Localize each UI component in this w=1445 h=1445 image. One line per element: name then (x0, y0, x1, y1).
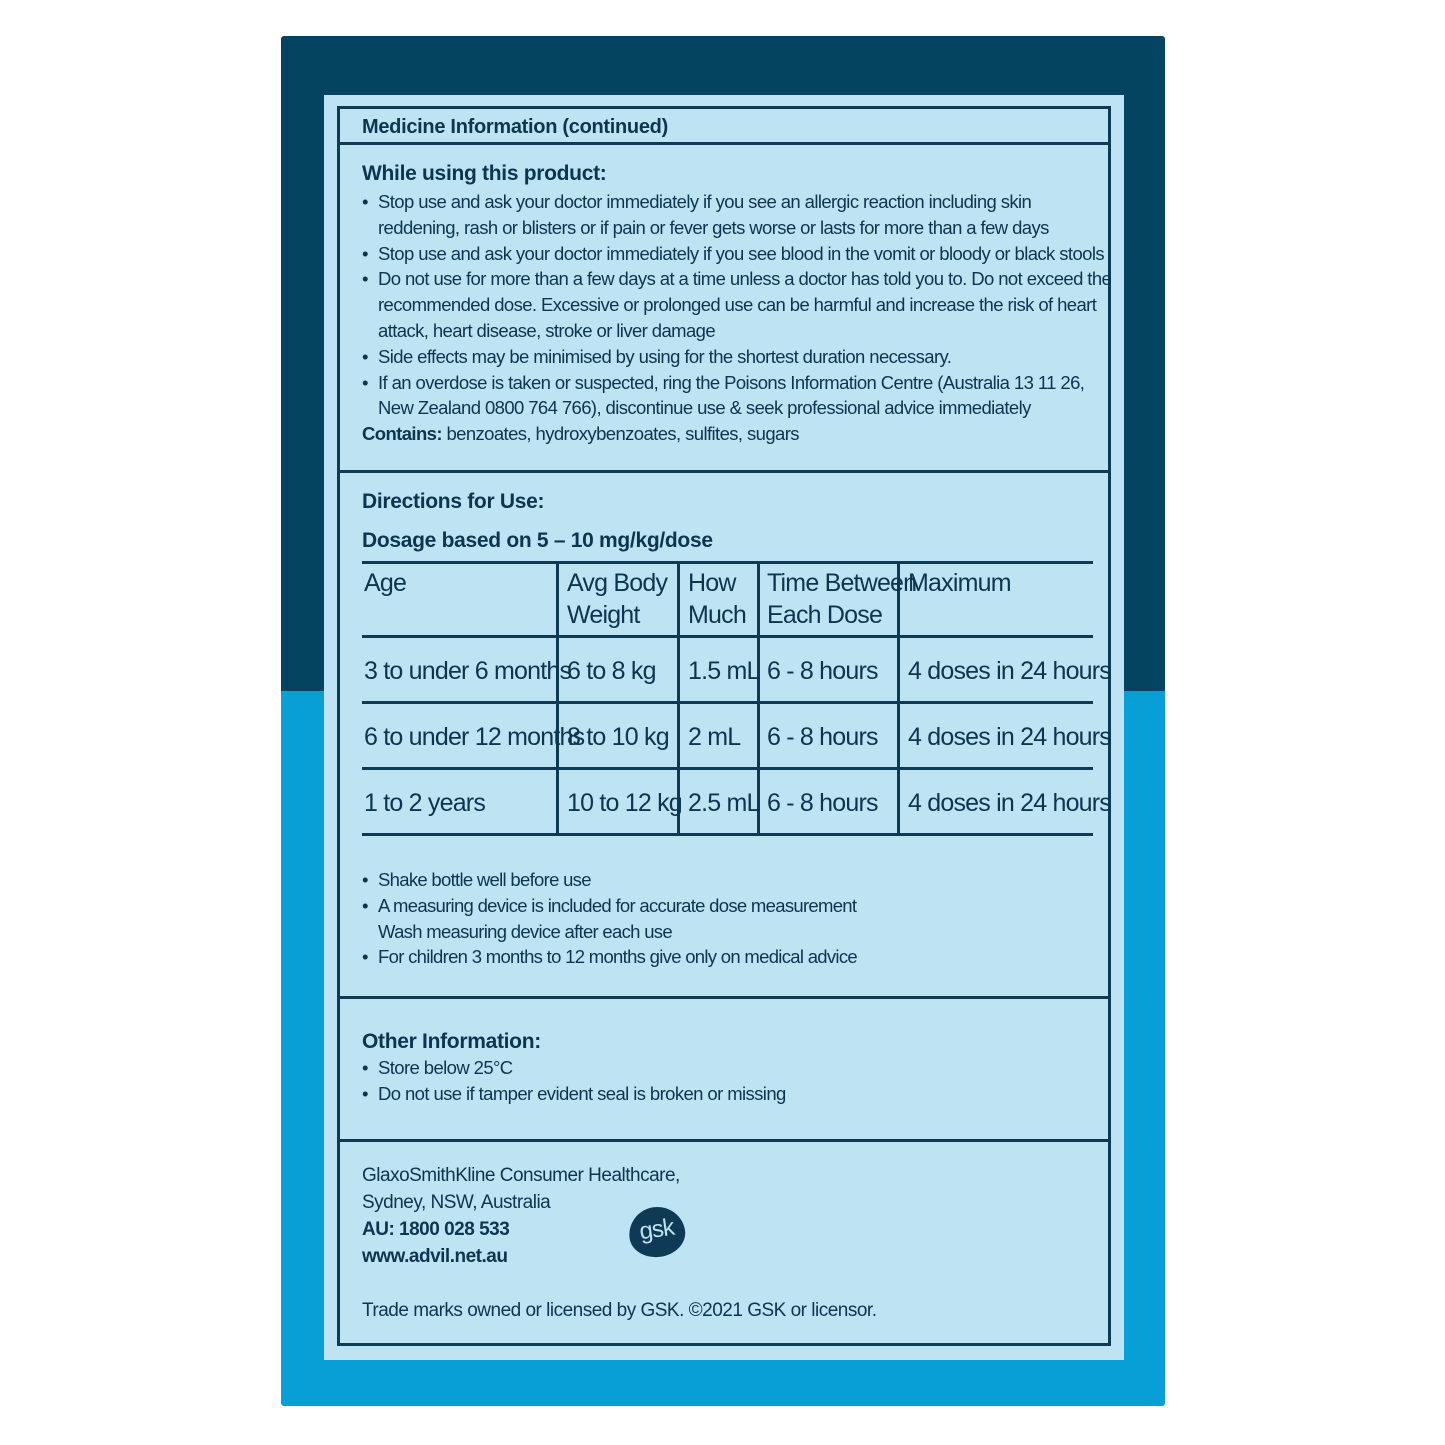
list-item (362, 893, 857, 945)
list-item-line: attack, heart disease, stroke or liver damage (378, 319, 716, 341)
while-using-list (362, 189, 1111, 421)
directions-notes (362, 867, 857, 970)
divider (340, 996, 1108, 999)
company-name: GlaxoSmithKline Consumer Healthcare, (362, 1165, 680, 1186)
section-title: Medicine Information (continued) (362, 116, 668, 138)
list-item-line: • Shake bottle well before use (378, 869, 591, 890)
other-info-heading: Other Information: (362, 1030, 541, 1053)
table-cell: 10 to 12 kg (567, 789, 682, 817)
list-item-line: New Zealand 0800 764 766), discontinue use & seek professional advice immediately (378, 397, 1031, 419)
table-header-weight: Avg Body Weight (567, 569, 668, 629)
table-cell: 6 - 8 hours (767, 789, 878, 817)
contains-value: benzoates, hydroxybenzoates, sulfites, sugars (441, 423, 799, 444)
trademark-notice: Trade marks owned or licensed by GSK. ©2021 GSK or licensor. (362, 1300, 877, 1321)
table-cell: 1.5 mL (688, 657, 760, 685)
list-item-line: • Do not use if tamper evident seal is broken or missing (378, 1082, 786, 1104)
list-item (362, 189, 1111, 241)
list-item (362, 241, 1111, 267)
table-rule (362, 635, 1093, 638)
table-header-age: Age (364, 569, 407, 597)
list-item-line: • Stop use and ask your doctor immediately if you see an allergic reaction including skin (378, 191, 1032, 212)
list-item-line: • Store below 25°C (378, 1057, 513, 1078)
list-item-line: recommended dose. Excessive or prolonged use can be harmful and increase the risk of heart (378, 294, 1097, 316)
list-item (362, 266, 1111, 343)
list-item-line: reddening, rash or blisters or if pain or fever gets worse or lasts for more than a few days (378, 216, 1049, 238)
dosage-table (362, 561, 1112, 836)
list-item-line: • If an overdose is taken or suspected, ring the Poisons Information Centre (Australia 13 11 26, (378, 371, 1085, 393)
table-header-time: Time Between Each Dose (767, 569, 917, 629)
table-cell: 6 - 8 hours (767, 723, 878, 751)
while-using-heading: While using this product: (362, 162, 607, 185)
list-item-line: • Stop use and ask your doctor immediately if you see blood in the vomit or bloody or black stools (378, 242, 1104, 264)
table-rule (362, 561, 1093, 564)
table-cell: 3 to under 6 months (364, 657, 572, 685)
list-item (362, 344, 1111, 370)
company-address: Sydney, NSW, Australia (362, 1192, 551, 1213)
list-item (362, 867, 857, 893)
table-rule (362, 833, 1093, 836)
table-rule (362, 701, 1093, 704)
divider (340, 470, 1108, 473)
info-frame (337, 106, 1111, 1346)
table-cell: 6 - 8 hours (767, 657, 878, 685)
other-info-list (362, 1055, 786, 1107)
list-item-line: • Do not use for more than a few days at a time unless a doctor has told you to. Do not exceed the (378, 268, 1112, 290)
contains-label: Contains: (362, 423, 442, 444)
table-rule (362, 767, 1093, 770)
table-cell: 6 to 8 kg (567, 657, 656, 685)
list-item-line: • A measuring device is included for accurate dose measurement (378, 894, 857, 916)
list-item (362, 944, 857, 970)
list-item (362, 370, 1111, 422)
table-cell: 2.5 mL (688, 789, 760, 817)
dosage-basis: Dosage based on 5 – 10 mg/kg/dose (362, 529, 713, 552)
gsk-logo: gsk (626, 1203, 688, 1260)
table-cell: 4 doses in 24 hours (908, 723, 1112, 751)
table-col-rule (556, 561, 559, 836)
table-cell: 1 to 2 years (364, 789, 486, 817)
list-item-line: • Side effects may be minimised by using for the shortest duration necessary. (378, 345, 952, 367)
list-item (362, 1055, 786, 1081)
section-header (340, 109, 1108, 145)
table-header-how-much: How Much (688, 569, 746, 629)
phone-number: AU: 1800 028 533 (362, 1219, 510, 1240)
table-cell: 8 to 10 kg (567, 723, 669, 751)
table-cell: 4 doses in 24 hours (908, 657, 1112, 685)
website-link[interactable]: www.advil.net.au (362, 1246, 508, 1267)
list-item-line: • For children 3 months to 12 months give only on medical advice (378, 946, 857, 968)
list-item-line: Wash measuring device after each use (378, 920, 672, 942)
table-cell: 4 doses in 24 hours (908, 789, 1112, 817)
list-item (362, 1081, 786, 1107)
divider (340, 1139, 1108, 1142)
table-header-maximum: Maximum (908, 569, 1011, 597)
contains-line (362, 421, 799, 447)
directions-heading: Directions for Use: (362, 490, 545, 513)
table-cell: 2 mL (688, 723, 741, 751)
table-cell: 6 to under 12 months (364, 723, 585, 751)
